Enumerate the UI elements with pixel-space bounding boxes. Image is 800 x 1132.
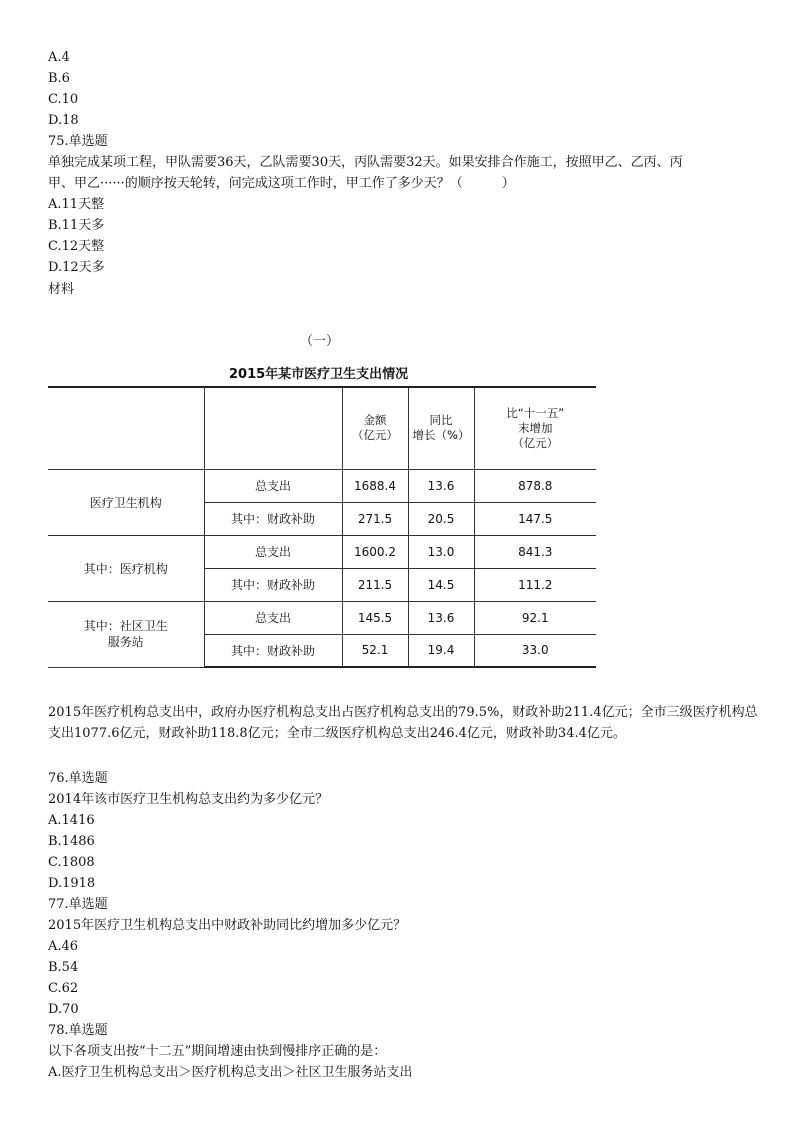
cell-amount: 1600.2 <box>342 535 408 568</box>
row-label: 其中：财政补助 <box>204 634 342 667</box>
q77-text: 2015年医疗卫生机构总支出中财政补助同比约增加多少亿元？ <box>48 918 407 933</box>
q75-option-a: A.11天整 <box>48 197 105 212</box>
cell-amount: 52.1 <box>342 634 408 667</box>
cell-increase: 33.0 <box>474 634 596 667</box>
q76-text: 2014年该市医疗卫生机构总支出约为多少亿元？ <box>48 792 329 807</box>
q76-option-d: D.1918 <box>48 876 96 891</box>
header-vs-plan: 比“十一五” 末增加 （亿元） <box>474 387 596 469</box>
header-blank-1 <box>48 387 204 469</box>
q74-option-a: A.4 <box>48 50 70 65</box>
cell-growth: 13.6 <box>408 469 474 502</box>
table-header-row <box>48 387 596 469</box>
group-name: 医疗卫生机构 <box>48 469 204 535</box>
q75-option-d: D.12天多 <box>48 260 105 275</box>
cell-amount: 1688.4 <box>342 469 408 502</box>
q75-text-line2: 甲、甲乙······的顺序按天轮转，问完成这项工作时，甲工作了多少天？（ ） <box>48 176 515 191</box>
cell-growth: 14.5 <box>408 568 474 601</box>
section-heading: （一） <box>300 334 340 349</box>
q77-option-c: C.62 <box>48 981 79 996</box>
row-label: 其中：财政补助 <box>204 502 342 535</box>
cell-increase: 878.8 <box>474 469 596 502</box>
row-label: 总支出 <box>204 535 342 568</box>
cell-amount: 271.5 <box>342 502 408 535</box>
q77-option-a: A.46 <box>48 939 79 954</box>
q75-option-c: C.12天整 <box>48 239 105 254</box>
cell-amount: 211.5 <box>342 568 408 601</box>
data-table <box>48 386 596 668</box>
table-title: 2015年某市医疗卫生支出情况 <box>229 367 409 382</box>
q74-option-d: D.18 <box>48 113 79 128</box>
q75-text-line1: 单独完成某项工程，甲队需要36天，乙队需要30天，丙队需要32天。如果安排合作施工，按照甲乙、乙丙、丙 <box>48 155 683 170</box>
table-row <box>48 535 596 568</box>
row-label: 总支出 <box>204 601 342 634</box>
q75-number: 75.单选题 <box>48 134 108 149</box>
cell-amount: 145.5 <box>342 601 408 634</box>
q78-number: 78.单选题 <box>48 1023 108 1038</box>
q76-option-c: C.1808 <box>48 855 95 870</box>
cell-growth: 13.6 <box>408 601 474 634</box>
cell-increase: 111.2 <box>474 568 596 601</box>
q78-text: 以下各项支出按“十二五”期间增速由快到慢排序正确的是： <box>48 1044 387 1059</box>
q78-option-a: A.医疗卫生机构总支出＞医疗机构总支出＞社区卫生服务站支出 <box>48 1065 413 1080</box>
cell-growth: 20.5 <box>408 502 474 535</box>
header-growth: 同比 增长（%） <box>408 387 474 469</box>
group-name: 其中：社区卫生 服务站 <box>48 601 204 667</box>
q75-option-b: B.11天多 <box>48 218 105 233</box>
cell-increase: 92.1 <box>474 601 596 634</box>
row-label: 总支出 <box>204 469 342 502</box>
row-label: 其中：财政补助 <box>204 568 342 601</box>
q74-option-b: B.6 <box>48 71 70 86</box>
q77-option-d: D.70 <box>48 1002 79 1017</box>
cell-increase: 841.3 <box>474 535 596 568</box>
q76-option-a: A.1416 <box>48 813 95 828</box>
cell-growth: 19.4 <box>408 634 474 667</box>
table-row <box>48 601 596 634</box>
table-row <box>48 469 596 502</box>
cell-growth: 13.0 <box>408 535 474 568</box>
q76-option-b: B.1486 <box>48 834 95 849</box>
cell-increase: 147.5 <box>474 502 596 535</box>
group-name: 其中：医疗机构 <box>48 535 204 601</box>
material-note: 2015年医疗机构总支出中，政府办医疗机构总支出占医疗机构总支出的79.5%，财政补助211.4亿元；全市三级医疗机构总支出1077.6亿元，财政补助118.8亿元；全市二级医疗机构总支出246.4亿元，财政补助34.4亿元。 <box>48 705 758 741</box>
header-blank-2 <box>204 387 342 469</box>
q74-option-c: C.10 <box>48 92 79 107</box>
header-amount: 金额 （亿元） <box>342 387 408 469</box>
q76-number: 76.单选题 <box>48 771 108 786</box>
material-label: 材料 <box>48 282 75 297</box>
q77-number: 77.单选题 <box>48 897 108 912</box>
q77-option-b: B.54 <box>48 960 79 975</box>
